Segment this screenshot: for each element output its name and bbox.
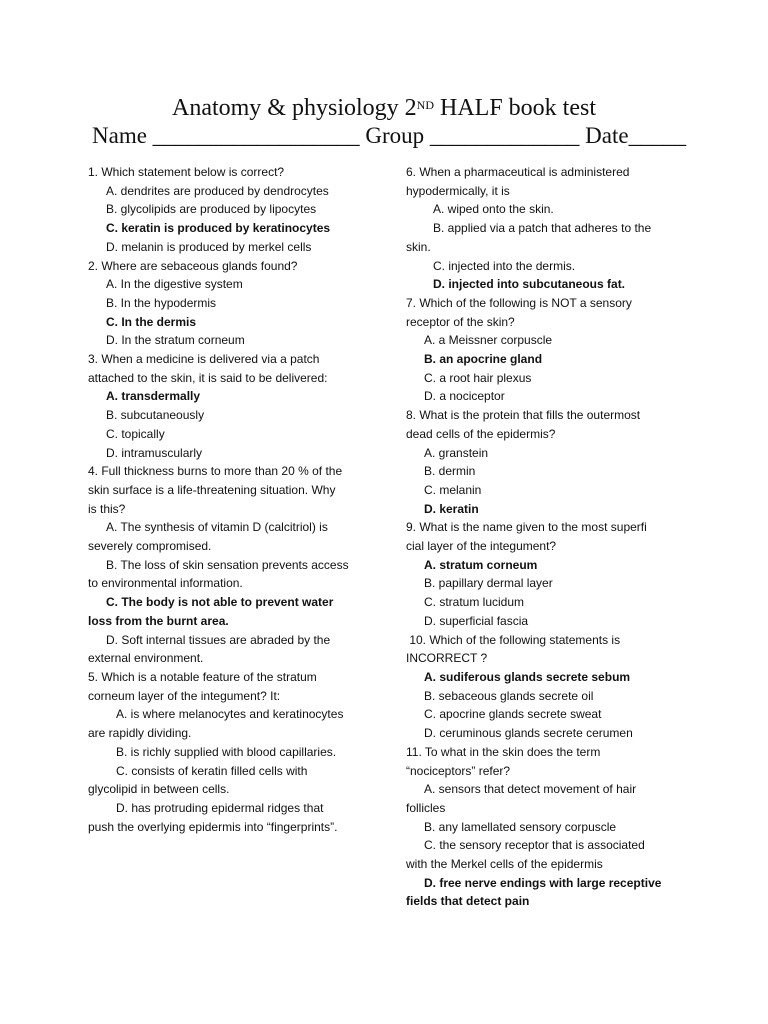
- question-line: corneum layer of the integument? It:: [88, 688, 281, 703]
- question-line: D. melanin is produced by merkel cells: [106, 239, 312, 254]
- question-line: D. In the stratum corneum: [106, 333, 245, 348]
- question-line: A. a Meissner corpuscle: [424, 333, 553, 348]
- question-text: 9. What is the name given to the most superfi: [406, 520, 647, 535]
- question-line: loss from the burnt area.: [88, 613, 229, 628]
- question-line: skin surface is a life-threatening situation. Why: [88, 482, 336, 497]
- question-line: D. keratin: [424, 501, 479, 516]
- question-line: to environmental information.: [88, 576, 243, 591]
- title-superscript: ND: [416, 98, 434, 112]
- question-line: D. superficial fascia: [424, 613, 529, 628]
- question-line: hypodermically, it is: [406, 183, 510, 198]
- question-line: attached to the skin, it is said to be delivered:: [88, 370, 328, 385]
- question-line: C. The body is not able to prevent water: [106, 595, 334, 610]
- question-line: B. dermin: [424, 464, 476, 479]
- question-line: C. stratum lucidum: [424, 595, 525, 610]
- question-text: 1. Which statement below is correct?: [88, 165, 285, 179]
- question-line: A. In the digestive system: [106, 277, 243, 292]
- question-line: fields that detect pain: [406, 894, 530, 909]
- question-line: B. is richly supplied with blood capillaries.: [116, 744, 337, 759]
- question-line: A. sensors that detect movement of hair: [424, 782, 637, 797]
- question-line: C. apocrine glands secrete sweat: [424, 707, 602, 722]
- question-line: is this?: [88, 501, 126, 516]
- question-line: B. any lamellated sensory corpuscle: [424, 819, 617, 834]
- question-line: with the Merkel cells of the epidermis: [406, 857, 603, 872]
- question-line: A. transdermally: [106, 389, 201, 404]
- question-line: B. In the hypodermis: [106, 295, 217, 310]
- question-line: C. topically: [106, 426, 165, 441]
- question-line: D. Soft internal tissues are abraded by the: [106, 632, 331, 647]
- question-line: A. The synthesis of vitamin D (calcitriol) is: [106, 520, 328, 535]
- question-line: A. stratum corneum: [424, 557, 538, 572]
- question-line: C. melanin: [424, 482, 482, 497]
- question-line: D. free nerve endings with large receptive: [424, 875, 662, 890]
- question-line: C. In the dermis: [106, 314, 197, 329]
- question-line: follicles: [406, 800, 446, 815]
- question-line: B. sebaceous glands secrete oil: [424, 688, 594, 703]
- left-question-column: [88, 163, 368, 836]
- page-title: [0, 93, 768, 123]
- question-line: D. ceruminous glands secrete cerumen: [424, 726, 633, 741]
- question-line: cial layer of the integument?: [406, 539, 557, 554]
- question-line: A. is where melanocytes and keratinocytes: [116, 707, 344, 722]
- question-line: A. sudiferous glands secrete sebum: [424, 669, 631, 684]
- question-line: A. wiped onto the skin.: [433, 202, 554, 217]
- question-line: glycolipid in between cells.: [88, 782, 230, 797]
- question-line: D. a nociceptor: [424, 389, 505, 404]
- question-line: external environment.: [88, 651, 204, 666]
- question-text: 5. Which is a notable feature of the stratum: [88, 669, 317, 684]
- question-line: D. has protruding epidermal ridges that: [116, 800, 324, 815]
- question-line: D. injected into subcutaneous fat.: [433, 277, 626, 292]
- title-text: Anatomy & physiology 2: [171, 95, 417, 121]
- question-line: C. keratin is produced by keratinocytes: [106, 221, 331, 236]
- question-line: C. consists of keratin filled cells with: [116, 763, 308, 778]
- question-line: C. injected into the dermis.: [433, 258, 576, 273]
- question-line: dead cells of the epidermis?: [406, 426, 556, 441]
- question-line: A. granstein: [424, 445, 489, 460]
- question-text: 6. When a pharmaceutical is administered: [406, 165, 630, 179]
- question-text: 8. What is the protein that fills the outermost: [406, 408, 641, 423]
- question-line: severely compromised.: [88, 539, 212, 554]
- question-line: INCORRECT ?: [406, 651, 488, 666]
- question-line: B. glycolipids are produced by lipocytes: [106, 202, 317, 217]
- question-line: “nociceptors” refer?: [406, 763, 511, 778]
- question-text: 10. Which of the following statements is: [406, 632, 621, 647]
- question-line: A. dendrites are produced by dendrocytes: [106, 183, 329, 198]
- name-group-date-line: Name __________________ Group _____________ Date_____: [92, 123, 687, 148]
- question-text: 7. Which of the following is NOT a sensory: [406, 295, 632, 310]
- question-line: C. a root hair plexus: [424, 370, 532, 385]
- question-text: 2. Where are sebaceous glands found?: [88, 258, 298, 273]
- question-line: C. the sensory receptor that is associated: [424, 838, 645, 853]
- title-text-end: HALF book test: [434, 95, 596, 121]
- question-line: B. applied via a patch that adheres to the: [433, 221, 652, 236]
- question-line: skin.: [406, 239, 431, 254]
- question-text: 11. To what in the skin does the term: [406, 744, 601, 759]
- question-line: B. The loss of skin sensation prevents access: [106, 557, 349, 572]
- question-line: receptor of the skin?: [406, 314, 515, 329]
- question-line: D. intramuscularly: [106, 445, 203, 460]
- question-line: B. papillary dermal layer: [424, 576, 553, 591]
- question-line: push the overlying epidermis into “fingerprints”.: [88, 819, 338, 834]
- question-line: B. an apocrine gland: [424, 352, 543, 367]
- question-line: are rapidly dividing.: [88, 726, 192, 741]
- question-text: 3. When a medicine is delivered via a patch: [88, 352, 320, 367]
- right-question-column: [406, 163, 688, 911]
- question-text: 4. Full thickness burns to more than 20 % of the: [88, 464, 343, 479]
- question-line: B. subcutaneously: [106, 408, 205, 423]
